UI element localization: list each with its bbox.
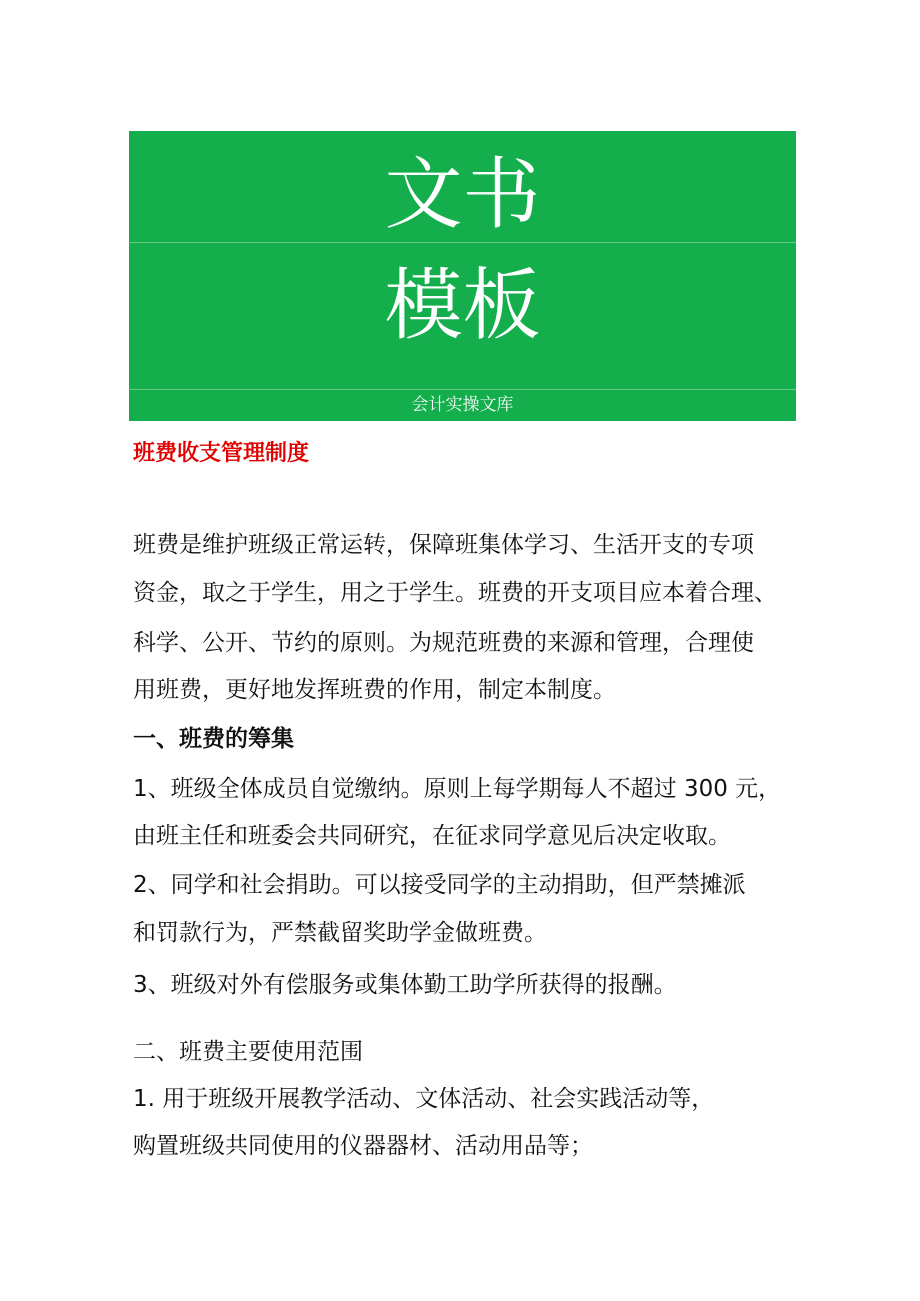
section1-item-line: 2、同学和社会捐助。可以接受同学的主动捐助，但严禁摊派: [133, 872, 746, 898]
cover-banner: [129, 131, 796, 421]
intro-line: 科学、公开、节约的原则。为规范班费的来源和管理，合理使: [133, 630, 754, 656]
banner-divider: [129, 242, 796, 243]
intro-line: 资金，取之于学生，用之于学生。班费的开支项目应本着合理、: [133, 580, 777, 606]
document-title: 班费收支管理制度: [133, 441, 310, 466]
section1-heading: 一、班费的筹集: [133, 726, 294, 752]
section1-item-line: 1、班级全体成员自觉缴纳。原则上每学期每人不超过 300 元，: [133, 776, 782, 802]
section2-item-line: 购置班级共同使用的仪器器材、活动用品等；: [133, 1133, 593, 1159]
section2-heading: 二、班费主要使用范围: [133, 1039, 363, 1065]
banner-subtitle: 会计实操文库: [411, 395, 514, 415]
intro-line: 用班费，更好地发挥班费的作用，制定本制度。: [133, 677, 616, 703]
banner-title-line2: 模板: [384, 261, 541, 351]
section1-item-line: 由班主任和班委会共同研究，在征求同学意见后决定收取。: [133, 823, 731, 849]
section1-item-line: 和罚款行为，严禁截留奖助学金做班费。: [133, 920, 547, 946]
intro-line: 班费是维护班级正常运转，保障班集体学习、生活开支的专项: [133, 532, 754, 558]
section1-item-line: 3、班级对外有偿服务或集体勤工助学所获得的报酬。: [133, 972, 677, 998]
banner-title-line1: 文书: [384, 150, 541, 240]
section2-item-line: 1. 用于班级开展教学活动、文体活动、社会实践活动等，: [133, 1086, 715, 1112]
banner-divider: [129, 389, 796, 390]
